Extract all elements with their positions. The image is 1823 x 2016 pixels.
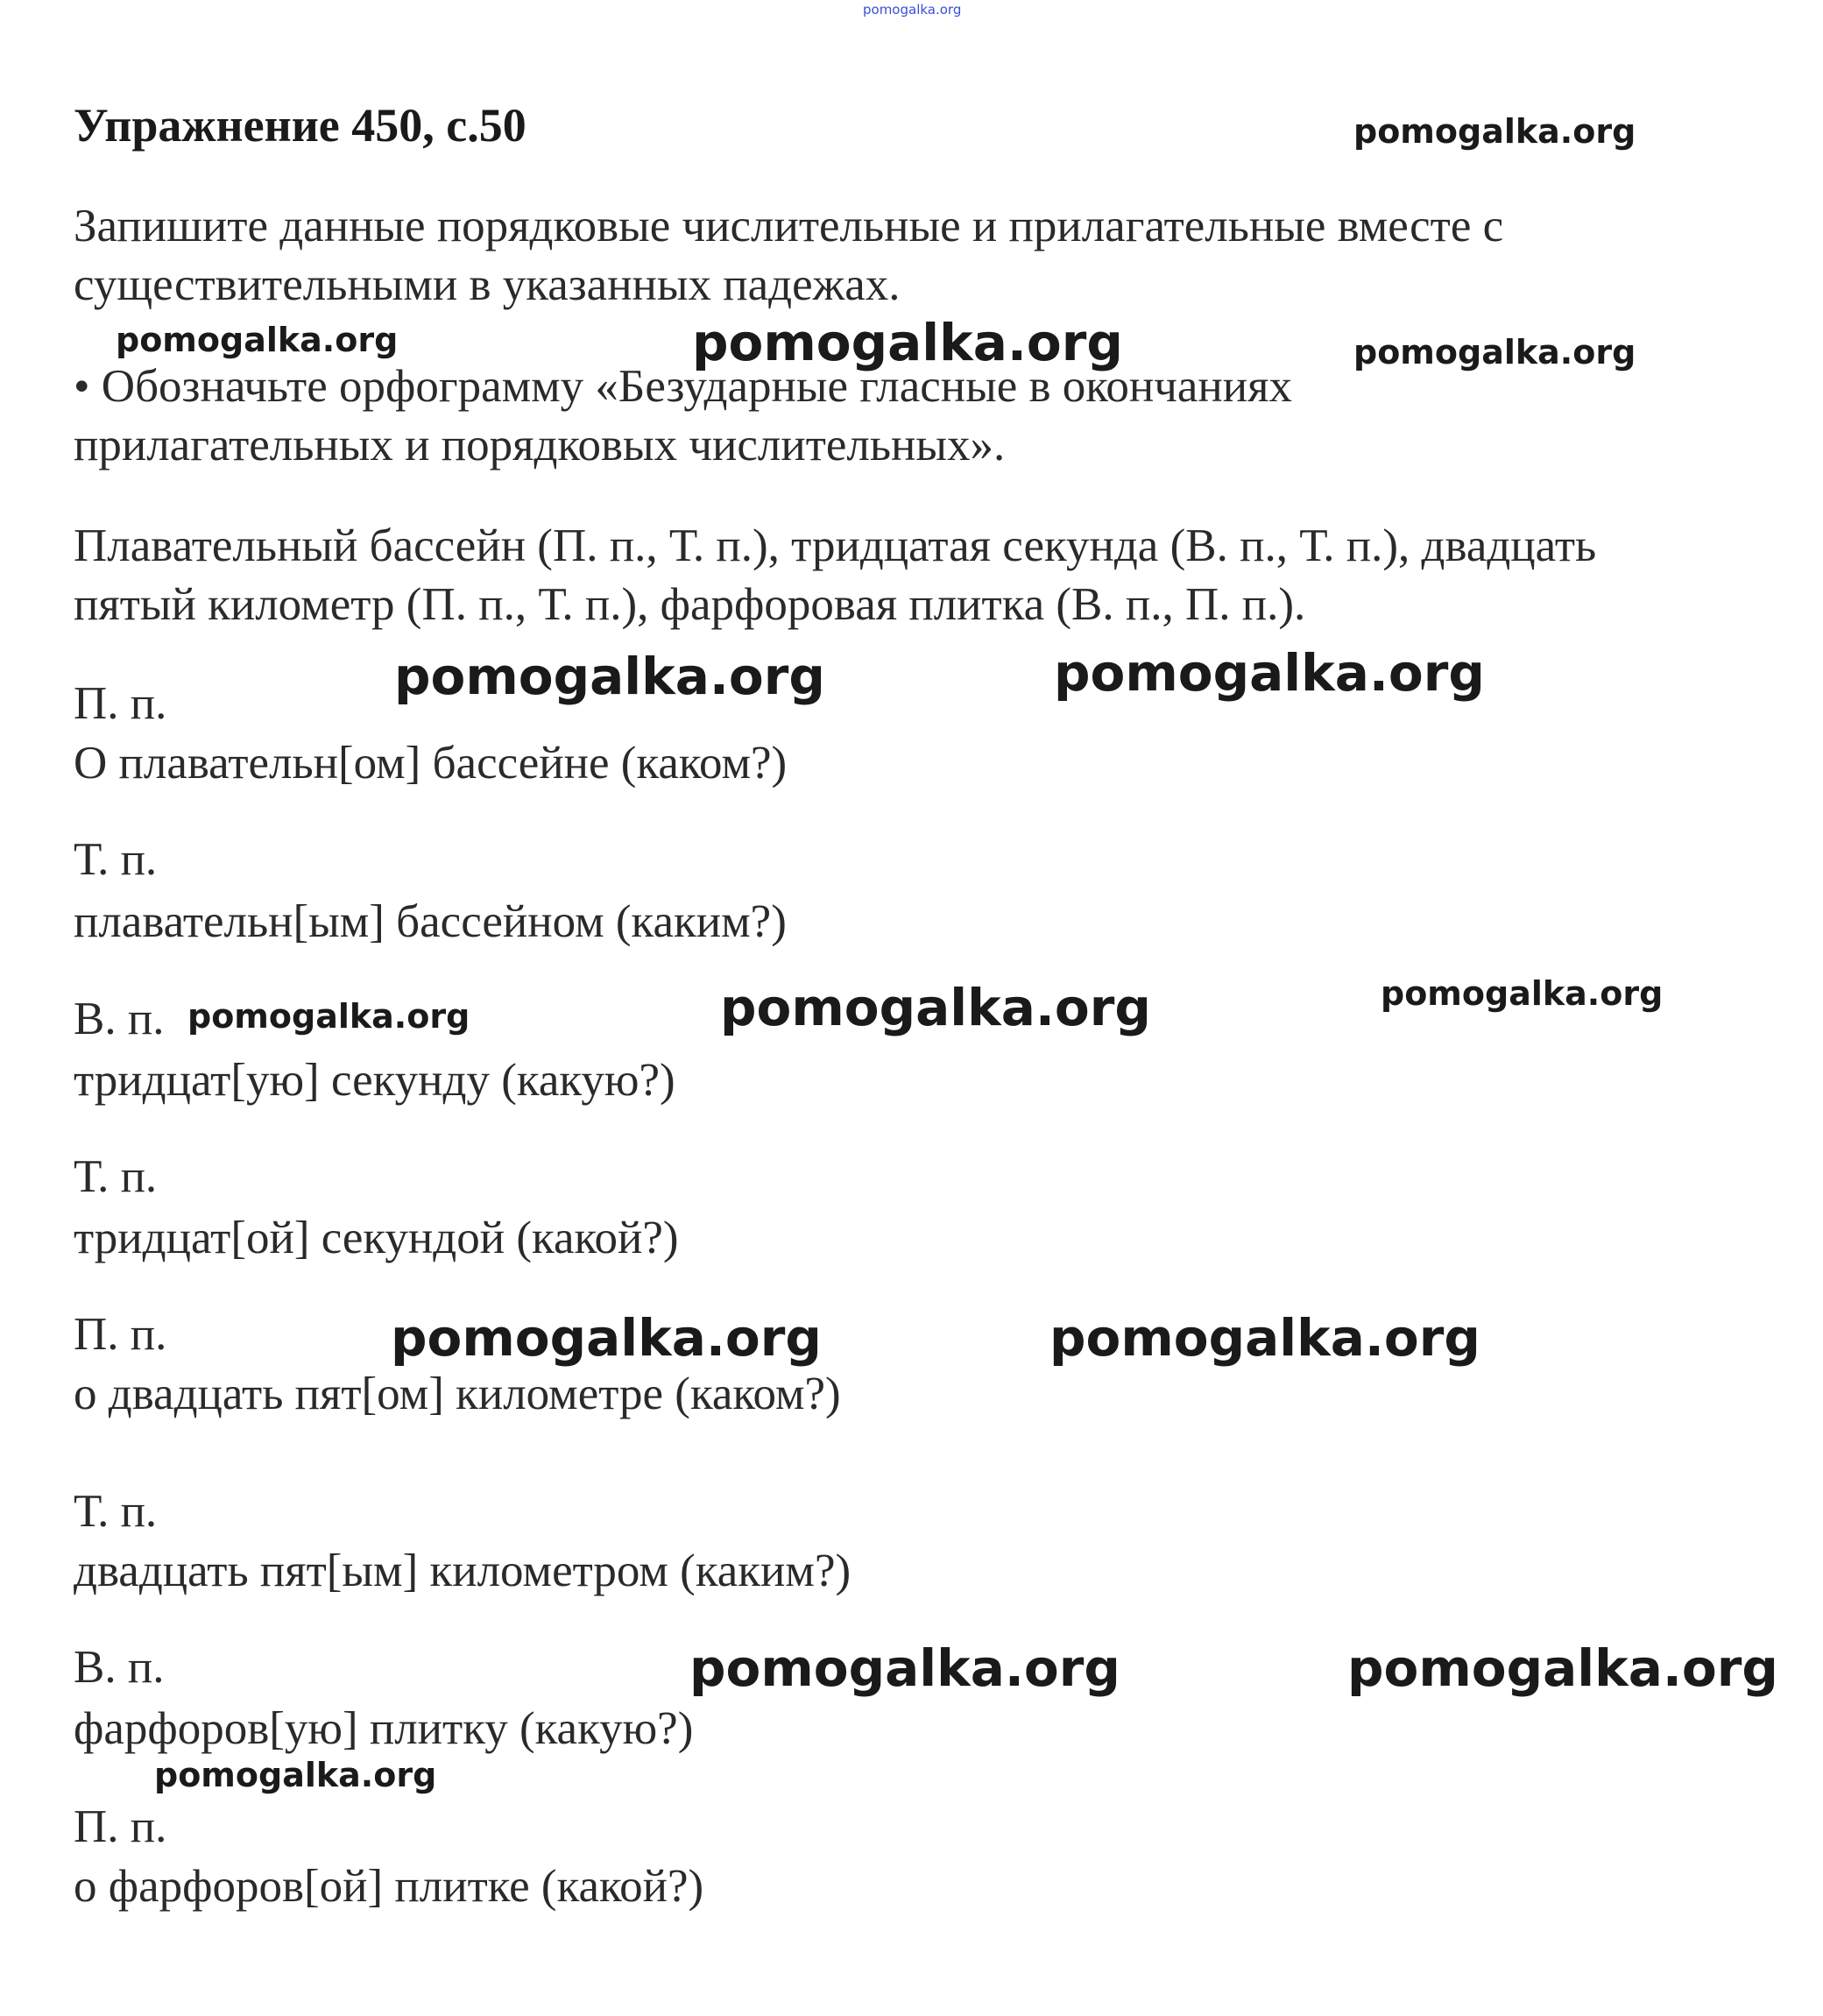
task-line-2: существительными в указанных падежах. [74, 259, 901, 310]
watermark: pomogalka.org [1049, 1308, 1480, 1368]
watermark: pomogalka.org [689, 1638, 1120, 1698]
answer-text: двадцать пят[ым] километром (каким?) [74, 1546, 851, 1596]
watermark: pomogalka.org [154, 1756, 437, 1794]
answer-case-label: В. п. [74, 1642, 165, 1693]
watermark: pomogalka.org [1353, 333, 1636, 371]
watermark: pomogalka.org [692, 313, 1123, 372]
watermark: pomogalka.org [1347, 1638, 1778, 1698]
answer-case-label: П. п. [74, 1801, 167, 1852]
answer-text: фарфоров[ую] плитку (какую?) [74, 1703, 694, 1754]
watermark: pomogalka.org [1381, 974, 1664, 1013]
watermark: pomogalka.org [1353, 112, 1636, 151]
task-line-4: прилагательных и порядковых числительных». [74, 420, 1006, 470]
answer-case-label: П. п. [74, 678, 167, 729]
answer-text: о фарфоров[ой] плитке (какой?) [74, 1861, 704, 1912]
answer-text: О плавательн[ом] бассейне (каком?) [74, 738, 788, 789]
answer-text: тридцат[ую] секунду (какую?) [74, 1055, 675, 1106]
answer-text: о двадцать пят[ом] километре (каком?) [74, 1369, 841, 1419]
task-line-3: • Обозначьте орфограмму «Безударные гласные в окончаниях [74, 361, 1293, 412]
answer-case-label: Т. п. [74, 1486, 158, 1537]
watermark: pomogalka.org [391, 1308, 822, 1368]
answer-case-label: Т. п. [74, 834, 158, 885]
phrases-line-2: пятый километр (П. п., Т. п.), фарфоровая плитка (В. п., П. п.). [74, 579, 1306, 630]
answer-text: плавательн[ым] бассейном (каким?) [74, 896, 787, 947]
watermark: pomogalka.org [116, 321, 399, 359]
watermark: pomogalka.org [720, 978, 1151, 1037]
watermark: pomogalka.org [394, 647, 825, 706]
answer-case-label: В. п. [74, 994, 165, 1044]
answer-text: тридцат[ой] секундой (какой?) [74, 1213, 679, 1263]
answer-case-label: П. п. [74, 1309, 167, 1360]
task-line-1: Запишите данные порядковые числительные и прилагательные вместе с [74, 201, 1504, 251]
watermark: pomogalka.org [1054, 643, 1485, 703]
top-watermark: pomogalka.org [863, 2, 962, 18]
phrases-line-1: Плавательный бассейн (П. п., Т. п.), тридцатая секунда (В. п., Т. п.), двадцать [74, 520, 1597, 571]
watermark: pomogalka.org [187, 997, 470, 1036]
page-title: Упражнение 450, с.50 [74, 99, 526, 152]
answer-case-label: Т. п. [74, 1151, 158, 1202]
